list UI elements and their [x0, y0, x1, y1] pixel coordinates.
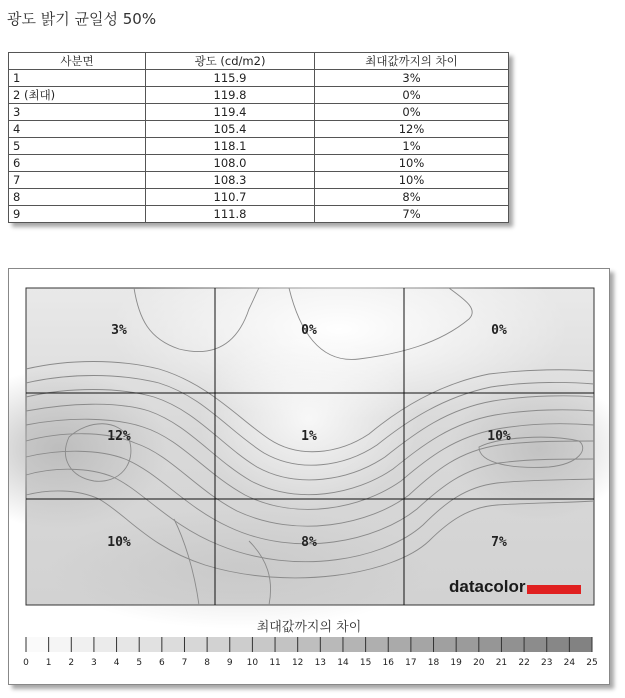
cell-quadrant: 3: [9, 104, 146, 121]
table-row: [9, 121, 509, 138]
uniformity-map-panel: [8, 268, 610, 685]
cell-luminance: 105.4: [146, 121, 315, 138]
legend-tick-label: 25: [586, 658, 598, 668]
cell-quadrant: 4: [9, 121, 146, 138]
quadrant-label-9: 7%: [491, 535, 507, 550]
header-difference: 최대값까지의 차이: [315, 53, 509, 70]
header-luminance: 광도 (cd/m2): [146, 53, 315, 70]
cell-luminance: 118.1: [146, 138, 315, 155]
legend-tick-label: 2: [68, 658, 75, 668]
legend-swatch: [184, 637, 207, 652]
legend-scale: [23, 637, 598, 668]
legend-swatch: [26, 637, 49, 652]
quadrant-label-5: 1%: [301, 429, 317, 444]
cell-quadrant: 9: [9, 206, 146, 223]
table-row: [9, 155, 509, 172]
quadrant-label-3: 0%: [491, 323, 507, 338]
cell-difference: 7%: [315, 206, 509, 223]
legend-tick-label: 18: [427, 658, 440, 668]
quadrant-label-7: 10%: [107, 535, 131, 550]
cell-difference: 8%: [315, 189, 509, 206]
legend-swatch: [117, 637, 140, 652]
legend-tick-label: 13: [314, 658, 327, 668]
cell-difference: 12%: [315, 121, 509, 138]
legend-tick-label: 19: [450, 658, 462, 668]
legend-tick-label: 11: [269, 658, 281, 668]
table-row: [9, 104, 509, 121]
cell-luminance: 111.8: [146, 206, 315, 223]
datacolor-logo-text: datacolor: [449, 577, 526, 596]
legend-swatch: [207, 637, 230, 652]
cell-difference: 10%: [315, 155, 509, 172]
cell-quadrant: 5: [9, 138, 146, 155]
quadrant-label-8: 8%: [301, 535, 317, 550]
luminance-table: [8, 52, 509, 223]
legend-title: 최대값까지의 차이: [256, 620, 362, 635]
cell-difference: 1%: [315, 138, 509, 155]
legend-swatch: [456, 637, 479, 652]
legend-swatch: [388, 637, 411, 652]
legend-swatch: [230, 637, 253, 652]
legend-tick-label: 22: [518, 658, 530, 668]
cell-quadrant: 6: [9, 155, 146, 172]
legend-swatch: [434, 637, 457, 652]
legend-swatch: [501, 637, 524, 652]
legend-swatch: [71, 637, 94, 652]
legend-swatch: [569, 637, 592, 652]
cell-luminance: 108.3: [146, 172, 315, 189]
legend-swatch: [524, 637, 547, 652]
cell-quadrant: 8: [9, 189, 146, 206]
cell-difference: 10%: [315, 172, 509, 189]
cell-quadrant: 7: [9, 172, 146, 189]
header-quadrant: 사분면: [9, 53, 146, 70]
cell-difference: 3%: [315, 70, 509, 87]
cell-luminance: 115.9: [146, 70, 315, 87]
legend-tick-label: 7: [181, 658, 188, 668]
legend-tick-label: 0: [23, 658, 29, 668]
legend-tick-label: 14: [337, 658, 349, 668]
legend-swatch: [139, 637, 162, 652]
legend-tick-label: 24: [563, 658, 576, 668]
legend-tick-label: 16: [382, 658, 394, 668]
legend-tick-label: 21: [495, 658, 508, 668]
cell-quadrant: 2 (최대): [9, 87, 146, 104]
legend-tick-label: 3: [91, 658, 97, 668]
table-row: [9, 70, 509, 87]
legend-tick-label: 23: [540, 658, 553, 668]
legend-swatch: [320, 637, 343, 652]
quadrant-label-4: 12%: [107, 429, 131, 444]
cell-luminance: 119.8: [146, 87, 315, 104]
table-row: [9, 138, 509, 155]
quadrant-label-1: 3%: [111, 323, 127, 338]
cell-difference: 0%: [315, 87, 509, 104]
legend-swatch: [343, 637, 366, 652]
table-header-row: [9, 53, 509, 70]
cell-luminance: 108.0: [146, 155, 315, 172]
legend-tick-label: 15: [359, 658, 372, 668]
legend-swatch: [275, 637, 298, 652]
legend-tick-label: 8: [204, 658, 210, 668]
legend-tick-label: 17: [405, 658, 417, 668]
cell-quadrant: 1: [9, 70, 146, 87]
legend-swatch: [411, 637, 434, 652]
legend-swatch: [252, 637, 275, 652]
legend-tick-label: 6: [158, 658, 165, 668]
legend-tick-label: 4: [113, 658, 120, 668]
legend-tick-label: 20: [473, 658, 485, 668]
table-row: [9, 206, 509, 223]
quadrant-label-2: 0%: [301, 323, 317, 338]
table-row: [9, 87, 509, 104]
cell-luminance: 110.7: [146, 189, 315, 206]
cell-difference: 0%: [315, 104, 509, 121]
legend-tick-label: 5: [136, 658, 143, 668]
legend-tick-label: 10: [246, 658, 259, 668]
quadrant-label-6: 10%: [487, 429, 511, 444]
legend-swatch: [547, 637, 570, 652]
table-row: [9, 172, 509, 189]
uniformity-map-svg: [9, 269, 609, 684]
legend-swatch: [94, 637, 117, 652]
datacolor-logo-bar: [527, 585, 581, 594]
legend-swatch: [298, 637, 321, 652]
legend-tick-label: 1: [45, 658, 52, 668]
legend-swatch: [49, 637, 72, 652]
legend-tick-label: 12: [291, 658, 304, 668]
legend-swatch: [479, 637, 502, 652]
legend-swatch: [366, 637, 389, 652]
table-row: [9, 189, 509, 206]
page-title: 광도 밝기 균일성 50%: [7, 10, 157, 28]
legend-swatch: [162, 637, 185, 652]
legend-tick-label: 9: [226, 658, 233, 668]
cell-luminance: 119.4: [146, 104, 315, 121]
